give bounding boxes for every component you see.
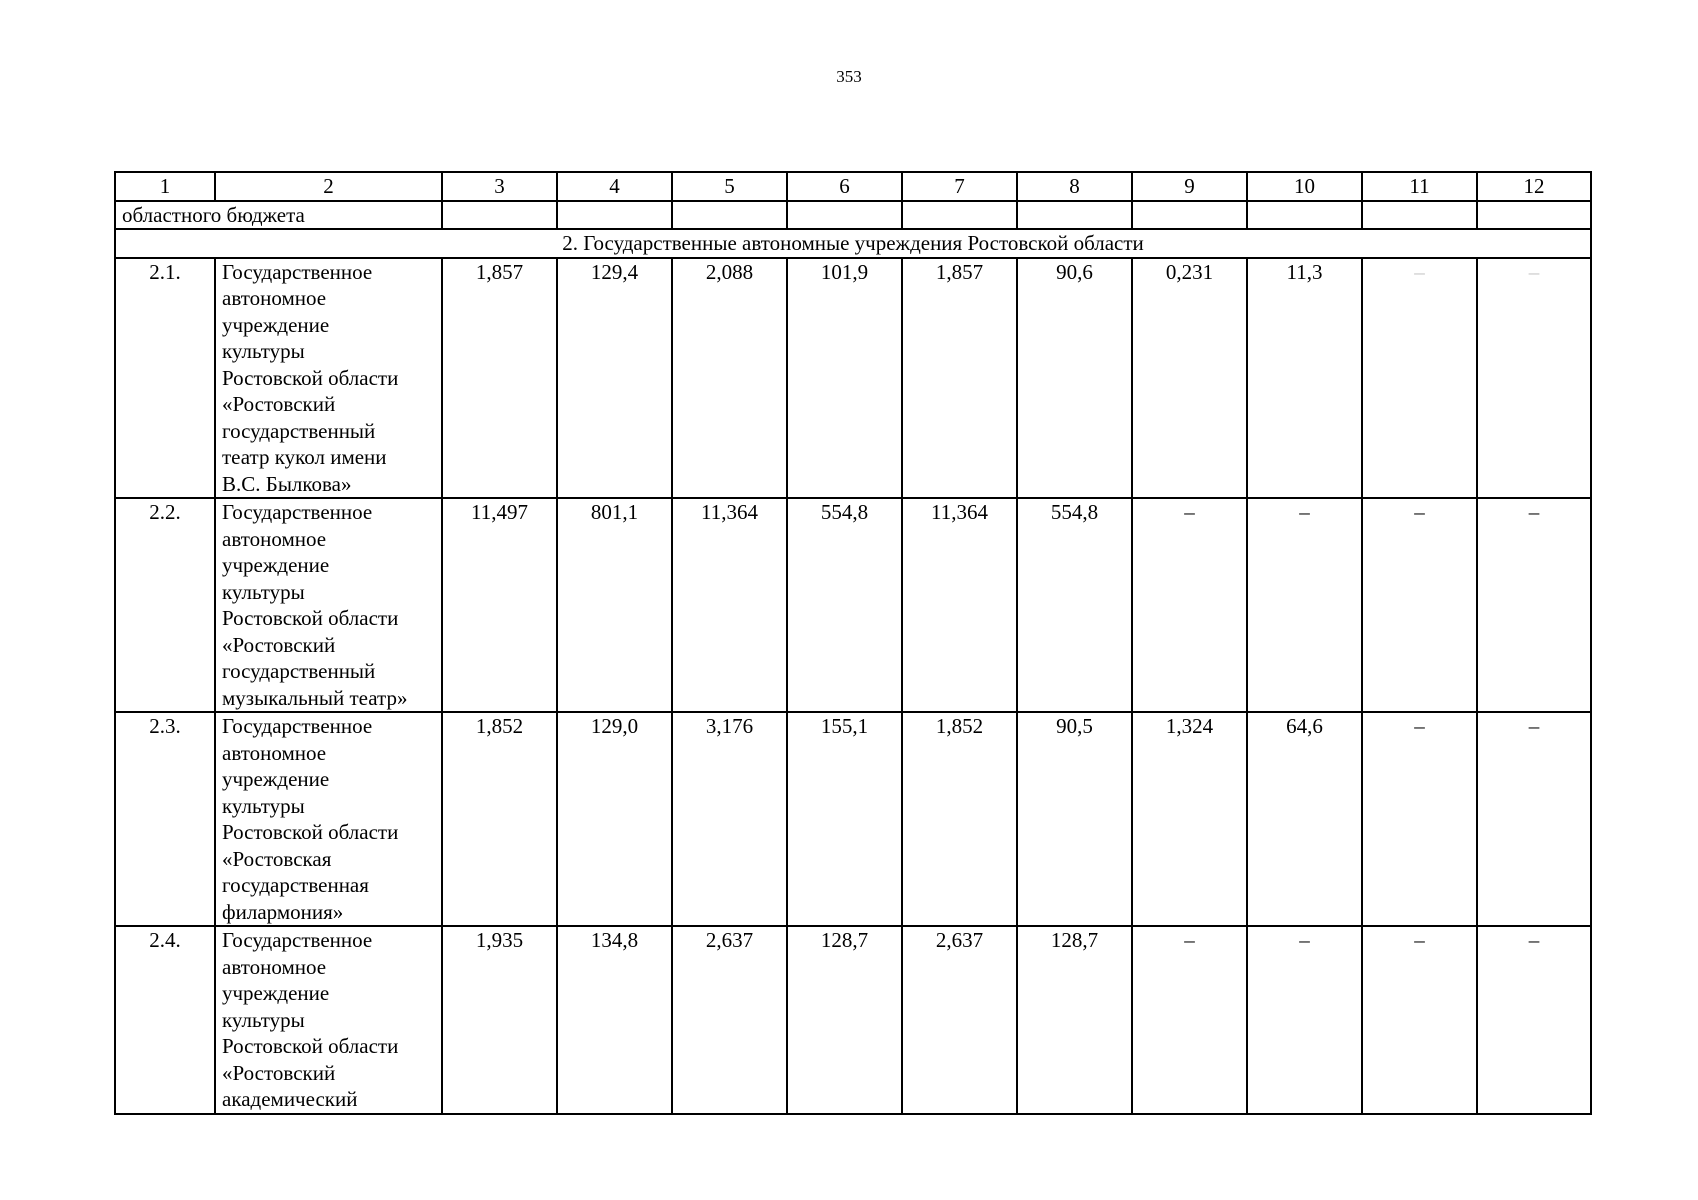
continuation-text: областного бюджета: [115, 201, 442, 230]
value-cell: –: [1132, 498, 1247, 712]
table-cell: [787, 201, 902, 230]
value-cell: 1,857: [442, 258, 557, 499]
value-cell: 128,7: [787, 926, 902, 1114]
column-header: 11: [1362, 172, 1477, 201]
column-header: 12: [1477, 172, 1591, 201]
budget-table: [114, 171, 1592, 1115]
table-cell: [672, 201, 787, 230]
value-cell: 2,637: [672, 926, 787, 1114]
value-cell: –: [1477, 712, 1591, 926]
table-row: [115, 712, 1591, 926]
value-cell: –: [1477, 498, 1591, 712]
value-cell: 2,637: [902, 926, 1017, 1114]
value-cell: 1,857: [902, 258, 1017, 499]
value-cell: –: [1362, 712, 1477, 926]
column-header: 2: [215, 172, 442, 201]
table-cell: [442, 201, 557, 230]
column-header: 1: [115, 172, 215, 201]
value-cell: 0,231: [1132, 258, 1247, 499]
value-cell: 11,364: [672, 498, 787, 712]
value-cell: 11,364: [902, 498, 1017, 712]
value-cell: 1,324: [1132, 712, 1247, 926]
value-cell: –: [1362, 926, 1477, 1114]
value-cell: 129,0: [557, 712, 672, 926]
institution-name: Государственное автономное учреждение культуры Ростовской области «Ростовский государственный музыкальный театр»: [215, 498, 442, 712]
continuation-row: [115, 201, 1591, 230]
value-cell: 129,4: [557, 258, 672, 499]
table-row: [115, 258, 1591, 499]
value-cell: 2,088: [672, 258, 787, 499]
value-cell: 11,3: [1247, 258, 1362, 499]
value-cell: 11,497: [442, 498, 557, 712]
column-header: 3: [442, 172, 557, 201]
column-header: 9: [1132, 172, 1247, 201]
value-cell: 90,6: [1017, 258, 1132, 499]
column-number-row: [115, 172, 1591, 201]
row-number: 2.4.: [115, 926, 215, 1114]
value-cell: 554,8: [1017, 498, 1132, 712]
column-header: 4: [557, 172, 672, 201]
column-header: 5: [672, 172, 787, 201]
value-cell: –: [1362, 498, 1477, 712]
table-cell: [1477, 201, 1591, 230]
table-row: [115, 498, 1591, 712]
column-header: 10: [1247, 172, 1362, 201]
table-cell: [1017, 201, 1132, 230]
row-number: 2.2.: [115, 498, 215, 712]
value-cell: 128,7: [1017, 926, 1132, 1114]
value-cell: 1,935: [442, 926, 557, 1114]
table-cell: [902, 201, 1017, 230]
value-cell: –: [1477, 258, 1591, 499]
value-cell: 1,852: [442, 712, 557, 926]
table-cell: [557, 201, 672, 230]
value-cell: 90,5: [1017, 712, 1132, 926]
table-cell: [1132, 201, 1247, 230]
value-cell: –: [1247, 926, 1362, 1114]
column-header: 8: [1017, 172, 1132, 201]
institution-name: Государственное автономное учреждение культуры Ростовской области «Ростовский академический: [215, 926, 442, 1114]
section-row: [115, 229, 1591, 258]
value-cell: 155,1: [787, 712, 902, 926]
value-cell: 64,6: [1247, 712, 1362, 926]
table-row: [115, 926, 1591, 1114]
value-cell: 101,9: [787, 258, 902, 499]
institution-name: Государственное автономное учреждение культуры Ростовской области «Ростовская государственная филармония»: [215, 712, 442, 926]
row-number: 2.3.: [115, 712, 215, 926]
table-cell: [1247, 201, 1362, 230]
section-title: 2. Государственные автономные учреждения Ростовской области: [115, 229, 1591, 258]
institution-name: Государственное автономное учреждение культуры Ростовской области «Ростовский государственный театр кукол имени В.С. Былкова»: [215, 258, 442, 499]
table-cell: [1362, 201, 1477, 230]
value-cell: –: [1362, 258, 1477, 499]
row-number: 2.1.: [115, 258, 215, 499]
value-cell: –: [1247, 498, 1362, 712]
value-cell: –: [1477, 926, 1591, 1114]
value-cell: –: [1132, 926, 1247, 1114]
value-cell: 3,176: [672, 712, 787, 926]
value-cell: 134,8: [557, 926, 672, 1114]
value-cell: 554,8: [787, 498, 902, 712]
value-cell: 801,1: [557, 498, 672, 712]
page-number: 353: [836, 67, 862, 86]
column-header: 6: [787, 172, 902, 201]
column-header: 7: [902, 172, 1017, 201]
value-cell: 1,852: [902, 712, 1017, 926]
